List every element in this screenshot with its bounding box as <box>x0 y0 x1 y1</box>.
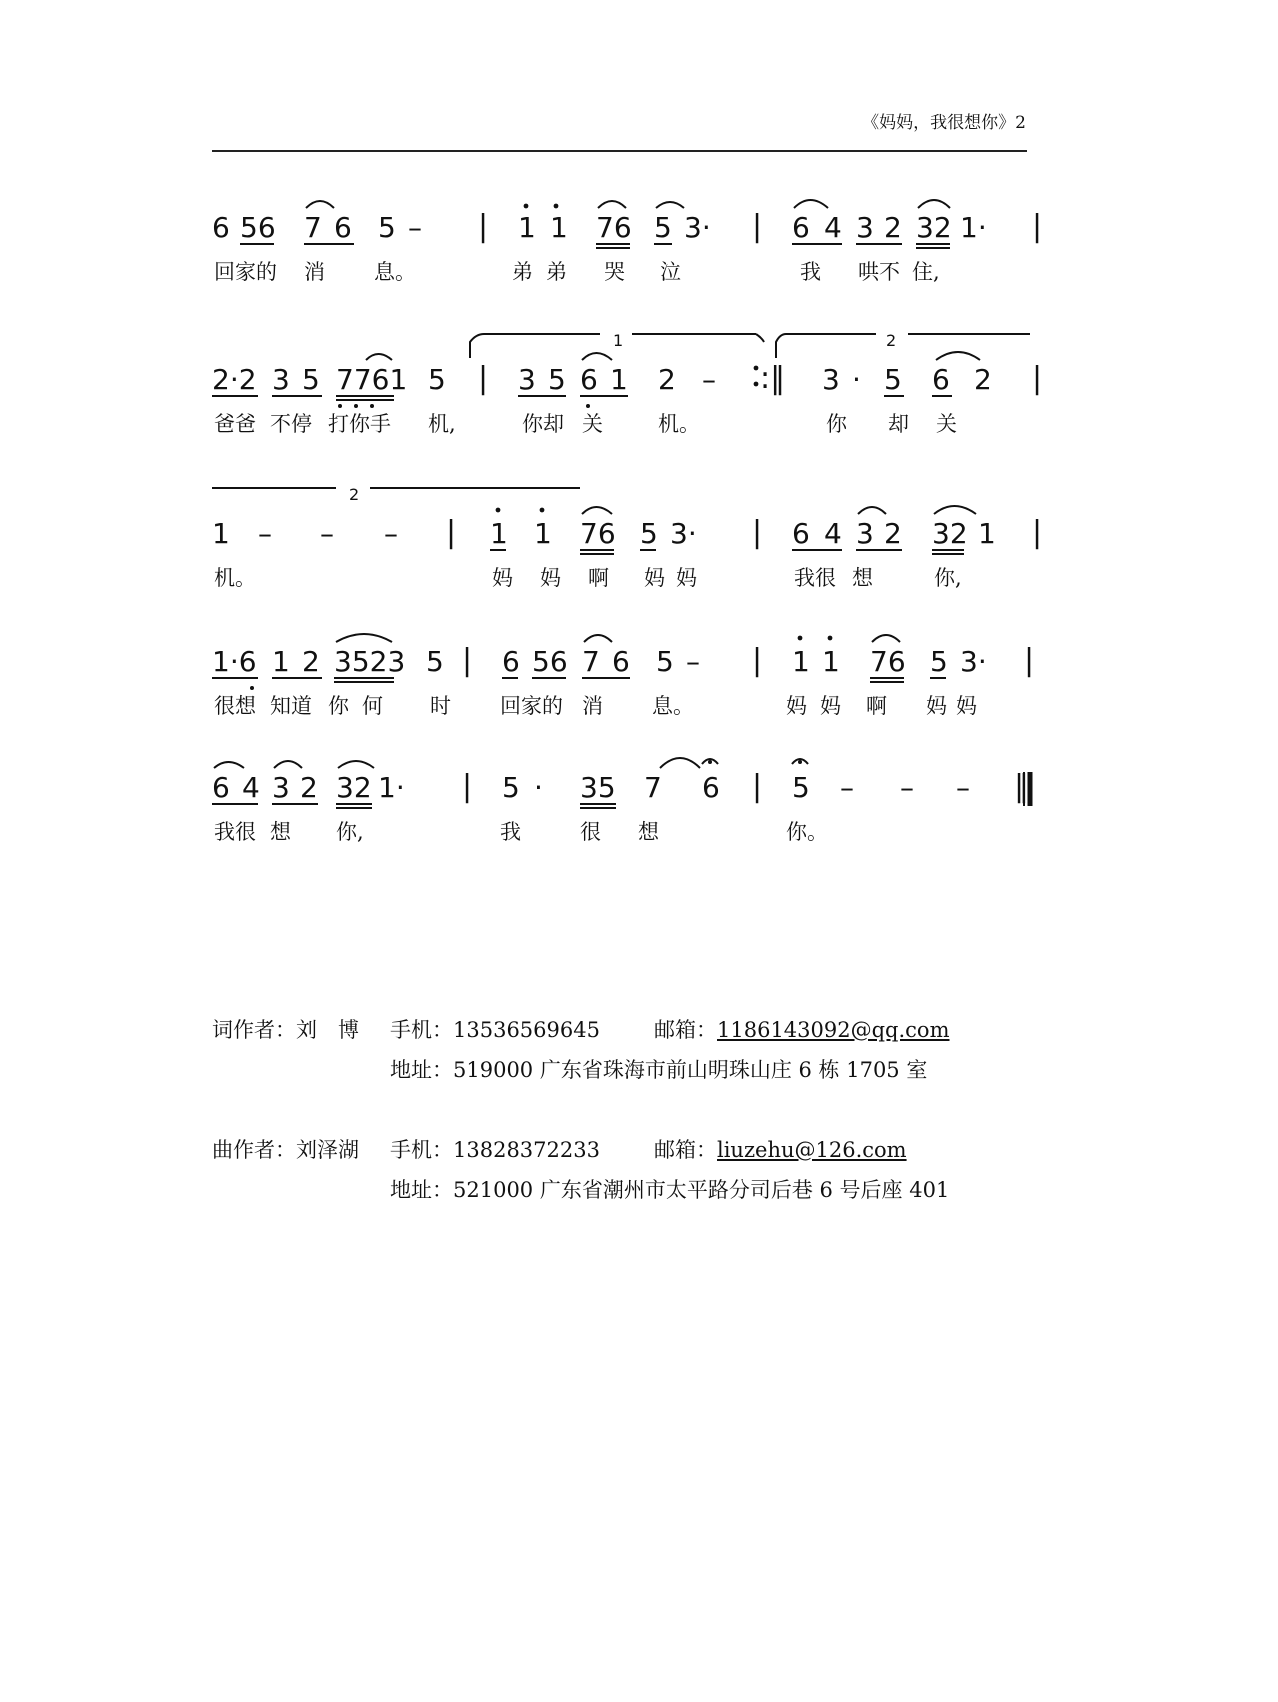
volta-2-continued-label: 2 <box>346 487 362 503</box>
lyric: 泣 <box>660 260 681 284</box>
lyric: 妈 <box>492 566 513 590</box>
note: 56 <box>240 211 276 244</box>
lyric: 却 <box>888 412 909 436</box>
dash: – <box>956 771 970 804</box>
lyricist-email-link[interactable]: 1186143092@qq.com <box>717 1018 950 1042</box>
dash: – <box>320 517 334 550</box>
note: 2 <box>300 771 318 804</box>
lyric: 打你手 <box>328 412 391 436</box>
note: 1 <box>550 211 568 244</box>
lyric: 哄不 <box>858 260 900 284</box>
lyricist-address: 519000 广东省珠海市前山明珠山庄 6 栋 1705 室 <box>453 1058 928 1082</box>
lyric: 妈 <box>644 566 665 590</box>
lyric: 弟 <box>512 260 533 284</box>
barline: | <box>478 209 489 244</box>
note: 5 <box>640 517 658 550</box>
note: 35 <box>580 771 616 804</box>
dash: – <box>900 771 914 804</box>
composer-phone: 13828372233 <box>453 1138 600 1162</box>
lyric: 回家的 <box>214 260 277 284</box>
lyric: 你, <box>336 820 364 844</box>
volta-2-label: 2 <box>883 333 899 349</box>
barline: | <box>462 643 473 678</box>
note: 1 <box>212 517 230 550</box>
note: 5 <box>792 771 810 804</box>
note: 3 <box>518 363 536 396</box>
lyric: 弟 <box>546 260 567 284</box>
lyric: 想 <box>852 566 873 590</box>
lyricist-address-label: 地址： <box>390 1058 453 1082</box>
lyric: 不停 <box>270 412 312 436</box>
lyric: 我 <box>800 260 821 284</box>
note: 3· <box>960 645 987 678</box>
lyricist-name: 刘 博 <box>296 1018 359 1042</box>
page-header-title: 《妈妈，我很想你》2 <box>862 113 1026 133</box>
note: 7761 <box>336 363 408 396</box>
note: 1 <box>610 363 628 396</box>
lyric: 回家的 <box>500 694 563 718</box>
note: 6 <box>932 363 950 396</box>
note: 32 <box>932 517 968 550</box>
note: 7 <box>582 645 600 678</box>
note: 1 <box>978 517 996 550</box>
lyricist-line <box>212 1014 359 1044</box>
lyricist-phone-label: 手机： <box>390 1018 453 1042</box>
note: 3 <box>822 363 840 396</box>
note: 5 <box>428 363 446 396</box>
note: 3· <box>684 211 711 244</box>
note: 2 <box>302 645 320 678</box>
note: 3· <box>670 517 697 550</box>
lyric: 你却 <box>522 412 564 436</box>
lyric: 我很 <box>214 820 256 844</box>
augmentation-dot: · <box>534 771 543 804</box>
note: 1 <box>822 645 840 678</box>
note: 6 <box>334 211 352 244</box>
note: 7 <box>644 771 662 804</box>
volta-1-label: 1 <box>610 333 626 349</box>
note: 76 <box>596 211 632 244</box>
dash: – <box>840 771 854 804</box>
note: 3 <box>272 771 290 804</box>
note: 5 <box>302 363 320 396</box>
composer-name: 刘泽湖 <box>296 1138 359 1162</box>
lyric: 你, <box>934 566 962 590</box>
note: 5 <box>426 645 444 678</box>
composer-email-link[interactable]: liuzehu@126.com <box>717 1138 907 1162</box>
note: 76 <box>870 645 906 678</box>
barline: | <box>752 209 763 244</box>
note: 6 <box>612 645 630 678</box>
note: 4 <box>824 517 842 550</box>
note: 32 <box>916 211 952 244</box>
final-barline: ‖ <box>1014 769 1029 804</box>
lyric: 妈 <box>956 694 977 718</box>
note: 2 <box>884 517 902 550</box>
note: 2 <box>884 211 902 244</box>
lyric: 你 <box>826 412 847 436</box>
dash: – <box>258 517 272 550</box>
barline: | <box>478 361 489 396</box>
note: 5 <box>654 211 672 244</box>
lyric: 何 <box>362 694 383 718</box>
note: 2 <box>658 363 676 396</box>
repeat-end-barline: :‖ <box>760 361 786 396</box>
note: 6 <box>212 211 230 244</box>
lyric: 妈 <box>926 694 947 718</box>
lyric: 想 <box>638 820 659 844</box>
lyric: 我 <box>500 820 521 844</box>
lyric: 息。 <box>652 694 694 718</box>
dash: – <box>408 211 422 244</box>
barline: | <box>752 769 763 804</box>
lyricist-email-label: 邮箱： <box>654 1018 717 1042</box>
augmentation-dot: · <box>852 363 861 396</box>
lyric: 很 <box>580 820 601 844</box>
note: 6 <box>212 771 230 804</box>
note: 2·2 <box>212 363 257 396</box>
note: 6 <box>792 517 810 550</box>
composer-phone-line <box>390 1134 600 1164</box>
note: 3 <box>856 211 874 244</box>
note: 5 <box>884 363 902 396</box>
lyric: 很想 <box>214 694 256 718</box>
note: 76 <box>580 517 616 550</box>
barline: | <box>462 769 473 804</box>
lyric: 消 <box>304 260 325 284</box>
lyric: 你。 <box>786 820 828 844</box>
lyric: 你 <box>328 694 349 718</box>
lyric: 啊 <box>866 694 887 718</box>
note: 7 <box>304 211 322 244</box>
lyric: 爸爸 <box>214 412 256 436</box>
lyric: 机, <box>428 412 456 436</box>
composer-address: 521000 广东省潮州市太平路分司后巷 6 号后座 401 <box>453 1178 950 1202</box>
note: 1 <box>518 211 536 244</box>
lyric: 消 <box>582 694 603 718</box>
note: 5 <box>502 771 520 804</box>
dash: – <box>686 645 700 678</box>
lyricist-email-line <box>654 1014 950 1044</box>
note: 5 <box>930 645 948 678</box>
lyric: 关 <box>582 412 603 436</box>
note: 1· <box>960 211 987 244</box>
barline: | <box>752 515 763 550</box>
lyric: 时 <box>430 694 451 718</box>
note: 3 <box>272 363 290 396</box>
lyric: 我很 <box>794 566 836 590</box>
lyric: 妈 <box>540 566 561 590</box>
lyricist-phone-line <box>390 1014 600 1044</box>
note: 3 <box>856 517 874 550</box>
lyric: 机。 <box>658 412 700 436</box>
note: 6 <box>702 771 720 804</box>
note: 1 <box>792 645 810 678</box>
lyric: 哭 <box>604 260 625 284</box>
lyric: 息。 <box>374 260 416 284</box>
lyric: 住, <box>912 260 940 284</box>
lyric: 知道 <box>270 694 312 718</box>
composer-address-label: 地址： <box>390 1178 453 1202</box>
note: 6 <box>580 363 598 396</box>
barline: | <box>1032 515 1043 550</box>
composer-address-line <box>390 1174 949 1204</box>
note: 6 <box>792 211 810 244</box>
lyric: 啊 <box>588 566 609 590</box>
note: 32 <box>336 771 372 804</box>
lyric: 想 <box>270 820 291 844</box>
barline: | <box>1032 361 1043 396</box>
lyric: 机。 <box>214 566 256 590</box>
note: 1· <box>378 771 405 804</box>
note: 4 <box>824 211 842 244</box>
note: 1·6 <box>212 645 257 678</box>
note: 5 <box>548 363 566 396</box>
note: 5 <box>656 645 674 678</box>
composer-line <box>212 1134 359 1164</box>
note: 4 <box>242 771 260 804</box>
note: 6 <box>502 645 520 678</box>
barline: | <box>446 515 457 550</box>
composer-email-line <box>654 1134 907 1164</box>
dash: – <box>384 517 398 550</box>
note: 3523 <box>334 645 406 678</box>
note: 5 <box>378 211 396 244</box>
note: 56 <box>532 645 568 678</box>
composer-label: 曲作者： <box>212 1138 296 1162</box>
lyricist-phone: 13536569645 <box>453 1018 600 1042</box>
note: 2 <box>974 363 992 396</box>
composer-phone-label: 手机： <box>390 1138 453 1162</box>
lyricist-label: 词作者： <box>212 1018 296 1042</box>
note: 1 <box>490 517 508 550</box>
barline: | <box>752 643 763 678</box>
lyric: 妈 <box>786 694 807 718</box>
barline: | <box>1024 643 1035 678</box>
lyric: 妈 <box>820 694 841 718</box>
composer-email-label: 邮箱： <box>654 1138 717 1162</box>
header-rule <box>212 150 1027 152</box>
note: 1 <box>272 645 290 678</box>
lyricist-address-line <box>390 1054 927 1084</box>
lyric: 关 <box>936 412 957 436</box>
note: 1 <box>534 517 552 550</box>
barline: | <box>1032 209 1043 244</box>
lyric: 妈 <box>676 566 697 590</box>
dash: – <box>702 363 716 396</box>
